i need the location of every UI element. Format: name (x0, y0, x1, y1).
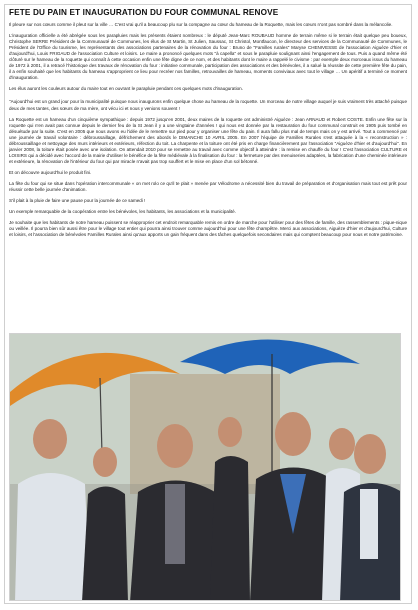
article-paragraph: La fête du four qui se situe dans l'opération intercommunale « on met rolo ce qu'il te plait » menée par Vélodrome a nécessité bien du travail de préparation et d'organisation mais tout est prêt pour réussir cette belle journée d'animation. (9, 180, 407, 193)
photo-illustration (10, 334, 401, 601)
article-paragraph: "Aujourd'hui est un grand jour pour la municipalité puisque nous inaugurons enfin quelque chose au hameau de la roquette. Un morceau de notre village auquel je suis vraiment très attaché puisque deux de mes tantes, des sœurs de ma mère, ont vécu ici et nous y venions souvent ! (9, 99, 407, 111)
person-shirt (360, 489, 378, 559)
article-paragraph: Les élus auront les couleurs autour du maire tout en ouvrant le parapluie pendant ces quelques mots d'inauguration. (9, 86, 243, 92)
article-title: FETE DU PAIN ET INAUGURATION DU FOUR COMMUNAL RENOVE (9, 8, 279, 17)
person-face (218, 417, 242, 447)
person-body (210, 456, 250, 601)
article-paragraph: L'inauguration officielle a été abrégée sous les parapluies mais les présents étaient nombreux : le député Jean-Marc ROUBAUD homme de terrain même si le terrain était quelque peu boueux, Christophe SERRE Président de la Communauté de Communes, les élus de St Martin, St Julien, Saussac, St Christol, Montfaucon, le directeur des services de la Communauté de Communes, le Président de l'Office du tourisme, les représentants des associations partenaires de la rénovation du four : Bruno de "Familles rurales" Maryse CHENIVESSE de l'association Aiguèze d'hier et d'aujourd'hui, Louis FRIGAUD de l'association Culture et loisirs. Le maire a prononcé quelques mots "à capella" et sous le parapluie soulignant ainsi l'engagement de tous. Puis a quand même été clôturé sur le hameau de la roquette qui connaît à cette occasion enfin une fête digne de ce nom, et des habitants dont le maire a rappelé le civisme : par exemple deux morceaux issus du hameau de 1972 à 2001, il a retracé l'historique des travaux de rénovation du four : initiative communale, participation des associations et des bénévoles, il a salué la réussite de cette première fête du pain, il a enfin souhaité que les habitants du hameau s'approprient ce lieu pour recréer nos familles, retrouvailles de hameau, moments conviviaux avec tout le village … Un apéritif a terminé ce moment d'inauguration. (9, 33, 407, 81)
person-face (354, 434, 386, 474)
person-face (93, 447, 117, 477)
article (9, 8, 407, 606)
person-shirt (165, 484, 185, 564)
person-face (275, 412, 311, 456)
article-paragraph: Je souhaite que les habitants de notre hameau puissent se réapproprier cet endroit remarquable remis en ordre de marche pour l'utiliser pour des fêtes de famille, des rassemblements : pique-nique ou veillée. Il pourra bien sûr aussi être pour le village tout entier qui pourra ainsi trouver comme aujourd'hui pour une fête champêtre. Merci aux associations, Aiguèze d'hier et d'aujourd'hui, Culture et loisirs, et l'association de bénévoles Familles Rurales ainsi qu'aux apports un gain fréquent dans des tâches quelquefois secondaires mais qui comptent beaucoup pour nous et notre patrimoine. (9, 220, 407, 238)
article-paragraph: Il pleure sur nos cœurs comme il pleut sur la ville … C'est vrai qu'il a beaucoup plu sur la compagne au cœur du hameau de la Roquette, mais les cœurs n'ont pas sombré dans la mélancolie. (9, 22, 393, 27)
person-face (329, 428, 355, 460)
person-face (157, 424, 193, 468)
article-paragraph: S'il plait à la pluie de faire une pause pour la journée de ce samedi ! (9, 198, 146, 204)
inauguration-photo (9, 333, 401, 601)
article-paragraph: La Roquette est un hameau d'un cinquième sympathique : depuis 1972 jusqu'en 2001, deux maires de la roquette ont administré Aiguèze : Jean ARNAUD et Robert COSTE. Enfin une fête sur la roquette qui n'en avait pas connue depuis le dernier feu de la St Jean il y a une vingtaine d'années ! qui nous est donnée par la restauration du four communal construit en 1905 puis tombé en désuétude par la suite. C'est en 2005 que nous avons eu l'idée de le remettre sur pied pour y organiser une fête du pain. Il aura fallu plus mal de temps mais on y est arrivé. Tout a commencé par une journée de travail volontaire : débroussaillage, défrichement des abords le DIMANCHE 10 AVRIL 2005. En 2007 l'équipe de Familles Rurales s'est attaquée à la « reconstruction » : débroussaillage et nettoyage des murs intérieurs et extérieurs, réfection du toit. La charpente et la toiture ont été pris en charge financièrement par l'association "Aiguèze d'hier et d'aujourd'hui". En janvier 2008, la toiture était posée avec une isolation. On attendait 2010 pour se remettre au travail avec comme objectif à atteindre : la remise en chauffe du four ! C'est l'association CULTURE et LOISIRS qui a décidé avec l'accord de la mairie d'utiliser le bénéfice de la fête médiévale à la finalisation du four : la fermeture par des menuiseries adaptées, la fabrication d'une cheminée intérieure et extérieure, la rénovation de l'intérieur du four qui par miracle n'avait pas trop souffert et le mise en place d'un sol bétonné. (9, 116, 407, 164)
article-paragraph: Et on découvre aujourd'hui le produit fini. (9, 169, 92, 175)
article-paragraph: Un exemple remarquable de la coopération entre les bénévoles, les habitants, les associations et la municipalité. (9, 209, 236, 215)
photo-wall (130, 374, 280, 494)
person-body (15, 473, 90, 601)
person-face (33, 419, 67, 459)
person-body (82, 487, 128, 602)
